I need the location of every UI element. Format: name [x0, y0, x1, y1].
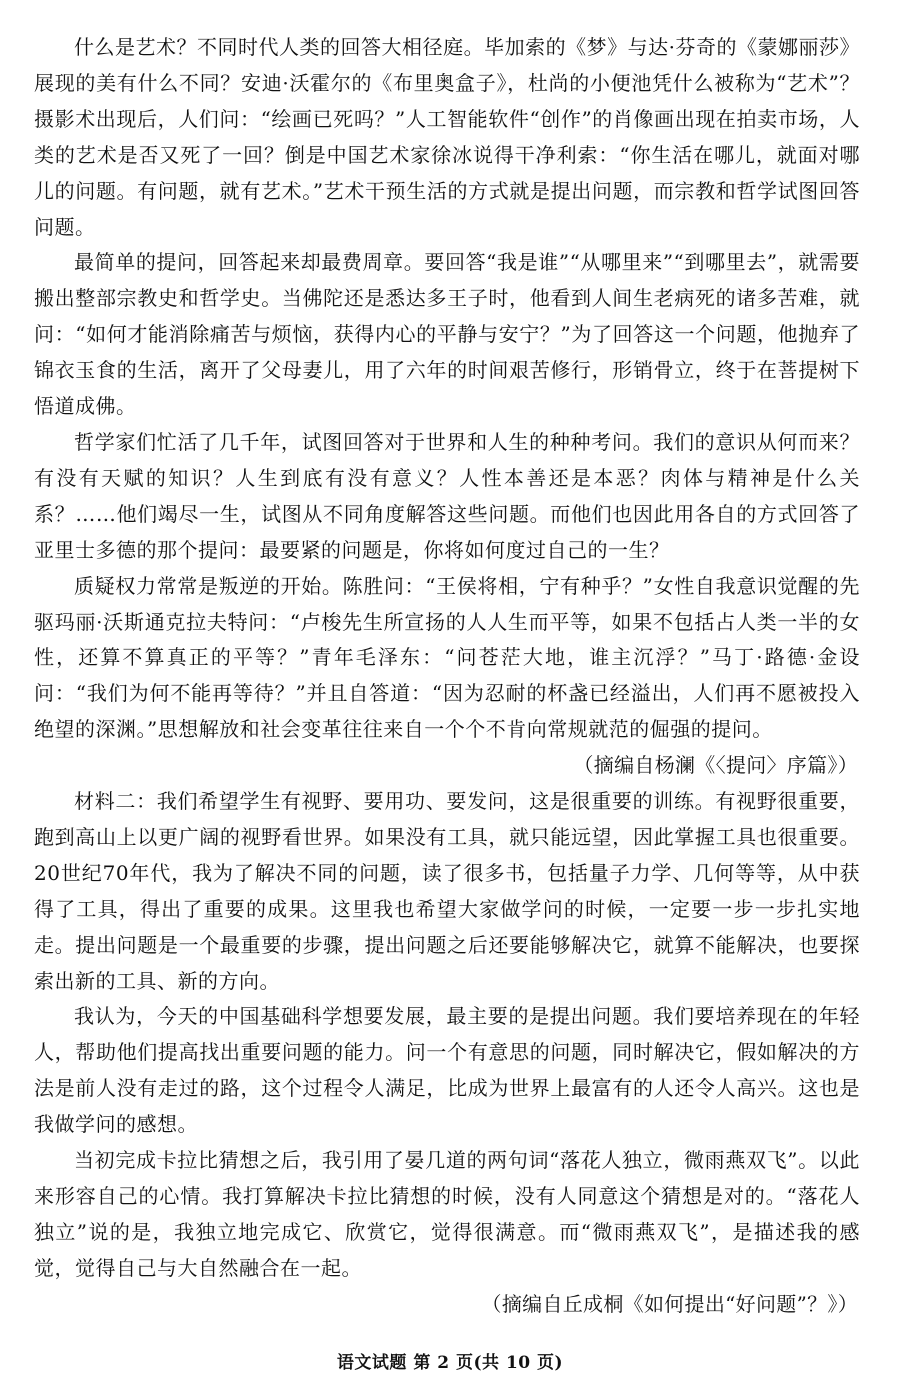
- material-one-paragraph-4: 质疑权力常常是叛逆的开始。陈胜问：“王侯将相，宁有种乎？”女性自我意识觉醒的先驱玛丽·沃斯通克拉夫特问：“卢梭先生所宣扬的人人生而平等，如果不包括占人类一半的女性，还算不算真正的平等？”青年毛泽东：“问苍茫大地，谁主沉浮？”马丁·路德·金设问：“我们为何不能再等待？”并且自答道：“因为忍耐的杯盏已经溢出，人们再不愿被投入绝望的深渊。”思想解放和社会变革往往来自一个个不肯向常规就范的倔强的提问。: [34, 573, 860, 742]
- material-two-paragraph-3: 当初完成卡拉比猜想之后，我引用了晏几道的两句词“落花人独立，微雨燕双飞”。以此来形容自己的心情。我打算解决卡拉比猜想的时候，没有人同意这个猜想是对的。“落花人独立”说的是，我独立地完成它、欣赏它，觉得很满意。而“微雨燕双飞”，是描述我的感觉，觉得自己与大自然融合在一起。: [34, 1148, 860, 1280]
- material-two-source: （摘编自丘成桐《如何提出“好问题”？》）: [481, 1291, 858, 1316]
- material-two-paragraph-1: 材料二：我们希望学生有视野、要用功、要发问，这是很重要的训练。有视野很重要，跑到高山上以更广阔的视野看世界。如果没有工具，就只能远望，因此掌握工具也很重要。20世纪70年代，我为了解决不同的问题，读了很多书，包括量子力学、几何等等，从中获得了工具，得出了重要的成果。这里我也希望大家做学问的时候，一定要一步一步扎实地走。提出问题是一个最重要的步骤，提出问题之后还要能够解决它，就算不能解决，也要探索出新的工具、新的方向。: [34, 789, 860, 993]
- page-footer: 语文试题 第 2 页(共 10 页): [336, 1353, 564, 1373]
- material-one-source: （摘编自杨澜《〈提问〉序篇》）: [573, 753, 858, 778]
- material-two-paragraph-2: 我认为，今天的中国基础科学想要发展，最主要的是提出问题。我们要培养现在的年轻人，帮助他们提高找出重要问题的能力。问一个有意思的问题，同时解决它，假如解决的方法是前人没有走过的路，这个过程令人满足，比成为世界上最富有的人还令人高兴。这也是我做学问的感想。: [34, 1004, 860, 1137]
- material-one-paragraph-1: 什么是艺术？不同时代人类的回答大相径庭。毕加索的《梦》与达·芬奇的《蒙娜丽莎》展现的美有什么不同？安迪·沃霍尔的《布里奥盒子》，杜尚的小便池凭什么被称为“艺术”？摄影术出现后，人们问：“绘画已死吗？”人工智能软件“创作”的肖像画出现在拍卖市场，人类的艺术是否又死了一回？倒是中国艺术家徐冰说得干净利索：“你生活在哪儿，就面对哪儿的问题。有问题，就有艺术。”艺术干预生活的方式就是提出问题，而宗教和哲学试图回答问题。: [34, 35, 860, 239]
- material-one-paragraph-2: 最简单的提问，回答起来却最费周章。要回答“我是谁”“从哪里来”“到哪里去”，就需要搬出整部宗教史和哲学史。当佛陀还是悉达多王子时，他看到人间生老病死的诸多苦难，就问：“如何才能消除痛苦与烦恼，获得内心的平静与安宁？”为了回答这一个问题，他抛弃了锦衣玉食的生活，离开了父母妻儿，用了六年的时间艰苦修行，形销骨立，终于在菩提树下悟道成佛。: [34, 250, 860, 419]
- material-one-paragraph-3: 哲学家们忙活了几千年，试图回答对于世界和人生的种种考问。我们的意识从何而来？有没有天赋的知识？人生到底有没有意义？人性本善还是本恶？肉体与精神是什么关系？……他们竭尽一生，试图从不同角度解答这些问题。而他们也因此用各自的方式回答了亚里士多德的那个提问：最要紧的问题是，你将如何度过自己的一生？: [34, 429, 860, 562]
